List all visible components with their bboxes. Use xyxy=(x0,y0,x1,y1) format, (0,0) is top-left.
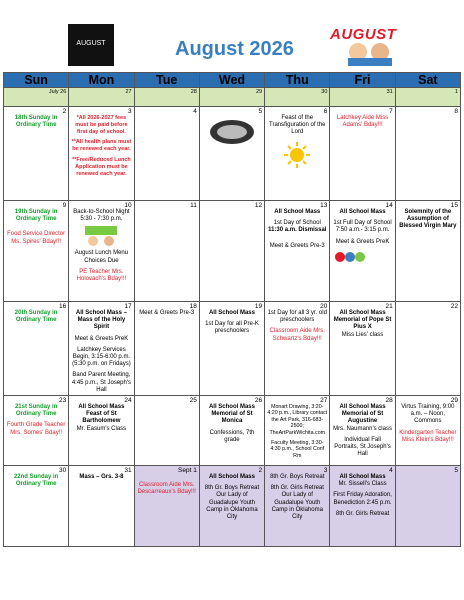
day-cell: 1 xyxy=(395,88,460,107)
day-cell: 30 xyxy=(265,88,330,107)
day-number: 15 xyxy=(450,202,458,209)
mass-label: All School Mass xyxy=(208,474,255,481)
mass-label: All School Mass xyxy=(274,209,321,215)
birthday-note: Classroom Aide Mrs. Descarreaux's Bday!!! xyxy=(137,482,196,496)
weekday-tue: Tue xyxy=(134,73,199,88)
event-text: Band Parent Meeting, 4:45 p.m., St Joseph's Hall xyxy=(71,372,132,393)
weekday-mon: Mon xyxy=(69,73,134,88)
mass-label: All School Mass Memorial of Pope St Pius X xyxy=(333,310,392,331)
day-cell-aug-5 xyxy=(199,107,264,201)
day-cell-aug-20 xyxy=(265,302,330,396)
day-cell-aug-14 xyxy=(330,201,395,302)
day-cell-aug-31 xyxy=(69,466,134,547)
day-cell-aug-16 xyxy=(4,302,69,396)
sunday-label: 21st Sunday in Ordinary Time xyxy=(14,404,58,418)
day-cell-aug-22 xyxy=(395,302,460,396)
day-number: 9 xyxy=(62,202,67,209)
event-text: Virtus Training, 9:00 a.m. – Noon, Commons xyxy=(401,404,455,425)
day-cell-aug-12 xyxy=(199,201,264,302)
day-number: 8 xyxy=(454,108,458,115)
logo-left-text: AUGUST xyxy=(76,40,106,47)
day-cell-aug-4 xyxy=(134,107,199,201)
day-number: 19 xyxy=(254,303,263,310)
day-cell-aug-8 xyxy=(395,107,460,201)
day-cell: 31 xyxy=(330,88,395,107)
birthday-note: Fourth Grade Teacher Mrs. Somes' Bday!! xyxy=(6,422,66,436)
day-number: 2 xyxy=(62,108,67,115)
page-title: August 2026 xyxy=(175,38,294,60)
mass-label: Mass – Grs. 3-8 xyxy=(79,474,124,481)
mass-label: All School Mass Feast of St Bartholomew xyxy=(78,404,125,425)
event-text: August Lunch Menu Choices Due xyxy=(74,250,129,264)
day-number: 13 xyxy=(320,202,328,209)
previous-week-row xyxy=(4,88,461,107)
mass-label: All School Mass xyxy=(208,310,255,316)
event-text: Back-to-School Night 5:30 - 7:30 p.m. xyxy=(73,209,130,223)
day-cell-aug-13 xyxy=(265,201,330,302)
event-text: Faculty Meeting, 3:30-4:30 p.m., School Conf Rm xyxy=(270,440,325,459)
day-cell-aug-25 xyxy=(134,396,199,466)
event-text: Meet & Greets PreK xyxy=(335,238,390,245)
day-cell: July 26 xyxy=(4,88,69,107)
event-text: 8th Gr. Boys Retreat Our Lady of Guadalupe Youth Camp in Oklahoma City xyxy=(204,485,260,521)
weekday-thu: Thu xyxy=(265,73,330,88)
event-text: First Friday Adoration, Benediction 2:45 p.m. xyxy=(333,492,392,506)
day-number: 7 xyxy=(389,108,393,115)
day-number: 25 xyxy=(189,397,197,405)
day-cell-sep-2 xyxy=(199,466,264,547)
day-number: 30 xyxy=(59,467,67,475)
event-text: Mrs. Naumann's class xyxy=(333,425,392,432)
day-number: 12 xyxy=(254,202,263,209)
day-number: 21 xyxy=(385,303,393,310)
day-cell-aug-28 xyxy=(330,396,395,466)
day-cell-aug-2 xyxy=(4,107,69,201)
event-text: 1st Day for all Pre-K preschoolers xyxy=(205,321,259,335)
day-number: 27 xyxy=(320,397,328,405)
dismissal-text: 11:30 a.m. Dismissal xyxy=(268,227,327,234)
event-text: 8th Gr. Girls Retreat xyxy=(335,510,390,517)
weekday-sun: Sun xyxy=(4,73,69,88)
day-cell-aug-30 xyxy=(4,466,69,547)
fun-together-icon xyxy=(332,247,368,267)
birthday-note: Classroom Aide Mrs. Schwartz's Bday!!! xyxy=(269,328,325,342)
day-cell-aug-23 xyxy=(4,396,69,466)
day-cell-aug-29 xyxy=(395,396,460,466)
day-number: 5 xyxy=(258,108,263,115)
event-text: 8th Gr. Boys Retreat xyxy=(270,474,325,481)
mascot-logo-icon xyxy=(207,117,257,147)
day-number: 24 xyxy=(124,397,132,405)
day-number: 17 xyxy=(124,303,132,310)
event-text: Confessions, 7th grade xyxy=(209,429,255,443)
day-number: 14 xyxy=(385,202,393,209)
mass-label: All School Mass xyxy=(339,209,386,215)
day-number: 22 xyxy=(450,303,458,310)
event-text: 1st Day for all 3 yr. old preschoolers xyxy=(267,310,327,324)
august-logo-left xyxy=(68,24,114,66)
day-cell-aug-6 xyxy=(265,107,330,201)
event-text: Meet & Greets Pre-3 xyxy=(269,242,325,249)
day-number: Sept 1 xyxy=(178,467,197,475)
weekday-fri: Fri xyxy=(330,73,395,88)
sunday-label: 19th Sunday in Ordinary Time xyxy=(14,209,58,223)
weekday-wed: Wed xyxy=(199,73,264,88)
day-cell-aug-27 xyxy=(265,396,330,466)
day-cell-aug-15 xyxy=(395,201,460,302)
weekday-header-row xyxy=(4,73,461,88)
feast-label: Solemnity of the Assumption of Blessed Virgin Mary xyxy=(399,209,457,230)
day-number: 3 xyxy=(323,467,328,475)
day-number: 4 xyxy=(193,108,197,115)
back-to-school-kids-icon xyxy=(81,224,121,250)
week-row-5 xyxy=(4,466,461,547)
birthday-note: Food Service Director Ms. Spires' Bday!!! xyxy=(7,231,66,245)
mass-label: All School Mass – Mass of the Holy Spirit xyxy=(75,310,127,331)
fee-note: *All 2026-2027 fees must be paid before first day of school. xyxy=(75,115,128,135)
day-number: 11 xyxy=(190,202,197,209)
event-text: 1st Full Day of School 7:50 a.m.- 3:15 p.m. xyxy=(333,220,392,234)
day-number: 2 xyxy=(258,467,263,475)
event-text: Latchkey Services Begin, 3:15-6:00 p.m. (5:30 p.m. on Fridays) xyxy=(72,346,131,368)
day-cell-aug-21 xyxy=(330,302,395,396)
day-cell-sep-4 xyxy=(330,466,395,547)
weekday-sat: Sat xyxy=(395,73,460,88)
event-text: Miss Lies' class xyxy=(341,331,384,338)
sun-icon xyxy=(280,140,314,170)
week-row-3 xyxy=(4,302,461,396)
day-number: 31 xyxy=(124,467,132,475)
day-cell-aug-10 xyxy=(69,201,134,302)
day-cell-sep-1 xyxy=(134,466,199,547)
event-text: Individual Fall Portraits, St Joseph's Hall xyxy=(334,436,391,458)
sunday-label: 22nd Sunday in Ordinary Time xyxy=(13,474,59,488)
day-number: 18 xyxy=(189,303,197,310)
day-cell: 27 xyxy=(69,88,134,107)
day-number: 3 xyxy=(127,108,132,115)
birthday-note: PE Teacher Mrs. Holovach's Bday!!! xyxy=(76,268,127,283)
lunch-note: **Free/Reduced Lunch Application must be renewed each year. xyxy=(72,156,131,177)
mass-label: All School Mass Memorial of St Monica xyxy=(208,404,255,425)
calendar-grid xyxy=(3,72,461,547)
mass-label: All School Mass xyxy=(339,474,386,481)
event-text: 8th Gr. Girls Retreat Our Lady of Guadalupe Youth Camp in Oklahoma City xyxy=(270,485,324,521)
event-text: Mr. Easum's Class xyxy=(76,425,127,432)
sunday-label: 20th Sunday in Ordinary Time xyxy=(14,310,58,324)
day-cell: 28 xyxy=(134,88,199,107)
birthday-note: Latchkey Aide Miss Adams' Bday!!! xyxy=(336,115,389,129)
day-cell-aug-9 xyxy=(4,201,69,302)
health-note: **All health plans must be renewed each year. xyxy=(71,139,132,153)
birthday-note: Kindergarten Teacher Miss Klein's Bday!!! xyxy=(399,429,457,443)
week-row-2 xyxy=(4,201,461,302)
august-logo-right xyxy=(328,22,414,66)
event-text: Meet & Greets PreK xyxy=(74,335,129,342)
day-number: 26 xyxy=(254,397,263,405)
day-cell-aug-19 xyxy=(199,302,264,396)
day-cell: 29 xyxy=(199,88,264,107)
day-cell-aug-3 xyxy=(69,107,134,201)
day-number: 10 xyxy=(124,202,132,209)
calendar-header xyxy=(0,0,464,72)
day-cell-aug-17 xyxy=(69,302,134,396)
day-cell-sep-5 xyxy=(395,466,460,547)
event-text: 1st Day of School xyxy=(273,220,321,227)
day-number: 28 xyxy=(385,397,393,405)
day-number: 23 xyxy=(59,397,67,405)
event-text: Feast of the Transfiguration of the Lord xyxy=(269,115,326,136)
day-cell-aug-26 xyxy=(199,396,264,466)
day-cell-aug-7 xyxy=(330,107,395,201)
day-number: 20 xyxy=(320,303,328,310)
event-text: Meet & Greets Pre-3 xyxy=(139,310,195,316)
event-text: Monart Drawing, 3:20-4:20 p.m., Library contact the Art Park, 316-683-2500; TheArtParkWichita.com xyxy=(267,404,328,436)
sunday-label: 18th Sunday in Ordinary Time xyxy=(14,115,58,129)
day-number: 4 xyxy=(389,467,393,475)
week-row-4 xyxy=(4,396,461,466)
day-number: 5 xyxy=(454,467,458,475)
week-row-1 xyxy=(4,107,461,201)
day-cell-aug-11 xyxy=(134,201,199,302)
day-cell-sep-3 xyxy=(265,466,330,547)
day-cell-aug-18 xyxy=(134,302,199,396)
day-number: 16 xyxy=(59,303,67,310)
logo-right-text: AUGUST xyxy=(330,26,397,43)
day-cell-aug-24 xyxy=(69,396,134,466)
mass-label: All School Mass Memorial of St Augustine xyxy=(339,404,386,425)
day-number: 6 xyxy=(323,108,328,115)
day-number: 29 xyxy=(450,397,458,405)
event-text: Mr. Sissell's Class xyxy=(338,481,387,488)
